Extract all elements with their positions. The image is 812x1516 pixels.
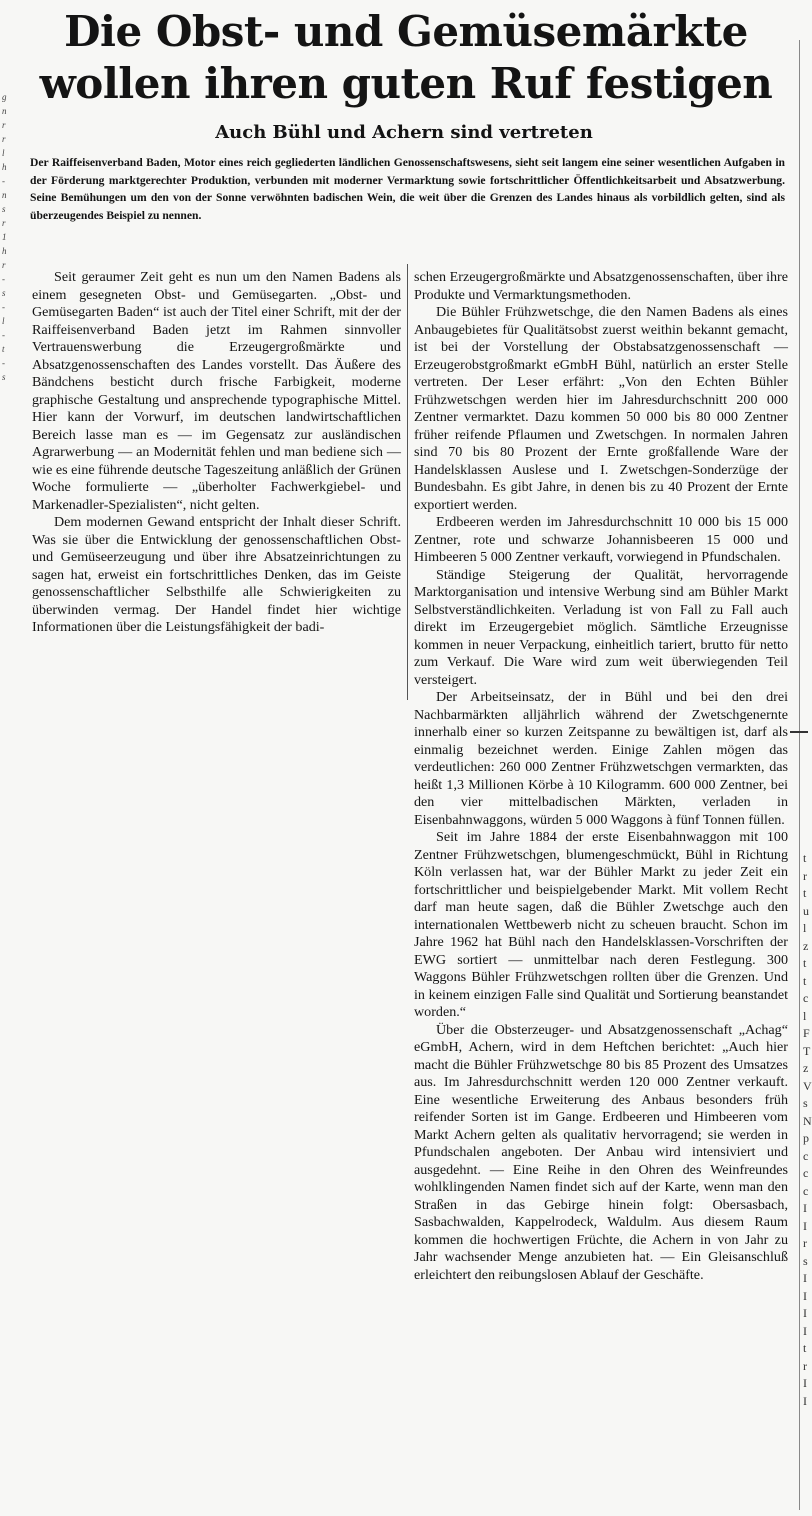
margin-char: t — [2, 344, 5, 354]
margin-char: u — [803, 903, 809, 918]
body-paragraph: Ständige Steigerung der Qualität, hervorragende Marktorganisation und intensive Werbung sind am Bühler Markt Selbstverständlichkeiten. Verladung ist von Fall zu Fall auch direkt im Erzeugergebiet möglich. Sämtliche Erzeugnisse kommen in neuer Verpackung, einheitlich tariert, brutto für netto zum Verkauf. Die Ware wird zum weit überwiegenden Teil versteigert. — [414, 566, 788, 688]
body-paragraph: schen Erzeugergroßmärkte und Absatzgenossenschaften, über ihre Produkte und Vermarktungsmethoden. — [414, 269, 788, 303]
margin-char: l — [803, 1008, 807, 1023]
article-subheadline: Auch Bühl und Achern sind vertreten — [215, 122, 593, 143]
margin-char: - — [2, 358, 5, 368]
margin-char: t — [803, 1341, 807, 1355]
body-paragraph: Dem modernen Gewand entspricht der Inhalt dieser Schrift. Was sie über die Entwicklung der genossenschaftlichen Obst- und Gemüseerzeugung und über ihre Absatzeinrichtungen zu sagen hat, erweist ein fortschrittliches Denken, das im Geiste genossenschaftlicher Selbsthilfe alle Schwierigkeiten zu überwinden vermag. Der Handel findet hier wichtige Informationen über die Leistungsfähigkeit der badi- — [32, 514, 401, 635]
margin-char: r — [2, 260, 6, 270]
margin-char: - — [2, 302, 5, 312]
margin-char: n — [2, 106, 7, 116]
body-paragraph: Erdbeeren werden im Jahresdurchschnitt 10 000 bis 15 000 Zentner, rote und schwarze Johannisbeeren 15 000 und Himbeeren 5 000 Zentner verkauft, vorwiegend in Pfundschalen. — [414, 514, 788, 565]
headline-line-2: wollen ihren guten Ruf festigen — [39, 59, 773, 108]
body-paragraph: Über die Obsterzeuger- und Absatzgenossenschaft „Achag“ eGmbH, Achern, wird in dem Heftchen berichtet: „Auch hier macht die Bühler Frühzwetschge 80 bis 85 Prozent des Umsatzes aus. Im Jahresdurchschnitt werden 120 000 Zentner verkauft. Eine wesentliche Erweiterung des Anbaus besonders früh reifender Sorten ist im Gange. Erdbeeren und Himbeeren vom Markt Achern gelten als qualitativ hervorragend; sie werden in Pfundschalen angeboten. Der Anbau wird intensiviert und ausgedehnt. — Eine Reihe in den Ohren des Weinfreundes wohlklingenden Namen findet sich auf der Karte, wenn man den Straßen in das Gebirge hinein folgt: Obersasbach, Sasbachwalden, Kappelrodeck, Waldulm. Aus diesem Raum kommen die hochwertigen Früchte, die Achern in von Jahr zu Jahr wachsender Menge anzubieten hat. — Ein Gleisanschluß erleichtert den reibungslosen Ablauf der Geschäfte. — [414, 1021, 788, 1283]
margin-char: r — [2, 218, 6, 228]
margin-char: I — [803, 1271, 807, 1285]
margin-char: s — [803, 1096, 808, 1110]
margin-char: - — [2, 176, 5, 186]
margin-char: t — [803, 851, 807, 865]
margin-char: c — [803, 1183, 809, 1198]
adjacent-column-fragment-right — [803, 850, 812, 1410]
margin-char: I — [803, 1376, 807, 1390]
margin-char: I — [803, 1323, 807, 1338]
margin-char: s — [2, 204, 6, 214]
margin-char: c — [803, 1148, 809, 1163]
column-divider — [407, 264, 408, 700]
page-edge-rule — [799, 40, 800, 1510]
margin-char: z — [803, 1061, 809, 1075]
headline-line-1: Die Obst- und Gemüsemärkte — [64, 7, 748, 56]
margin-char: h — [2, 246, 7, 256]
margin-char: l — [803, 921, 807, 935]
margin-char: 1 — [2, 232, 7, 242]
margin-char: I — [803, 1218, 807, 1233]
margin-char: z — [803, 938, 809, 953]
margin-char: I — [803, 1306, 807, 1320]
column-break-mark — [790, 731, 808, 733]
margin-char: r — [2, 120, 6, 130]
margin-char: V — [803, 1078, 812, 1093]
margin-char: N — [803, 1113, 812, 1128]
margin-char: s — [2, 288, 6, 298]
margin-char: I — [803, 1288, 807, 1303]
margin-char: h — [2, 162, 7, 172]
margin-char: I — [803, 1393, 807, 1408]
margin-char: r — [2, 134, 6, 144]
margin-char: l — [2, 148, 5, 158]
margin-char: c — [803, 1166, 809, 1180]
body-paragraph: Seit geraumer Zeit geht es nun um den Namen Badens als einem gesegneten Obst- und Gemüsegarten. „Obst- und Gemüsegarten Baden“ ist auch der Titel einer Schrift, mit der der Raiffeisenverband Baden jetzt im Rahmen sinnvoller Vertrauenswerbung die Erzeugergroßmärkte und Absatzgenossenschaften des Landes vorstellt. Das Äußere des Bändchens besticht durch frische Farbigkeit, moderne graphische Gestaltung und ansprechende typographische Mittel. Hier kann der Vorwurf, im deutschen landwirtschaftlichen Bereich lasse man es — im Gegensatz zur ausländischen Agrarwerbung — an Modernität fehlen und man bediene sich — wie es eine führende deutsche Tageszeitung anläßlich der Grünen Woche formulierte — „überholter Fachwerkgiebel- und Markenadler-Spezialisten“, nicht gelten. — [32, 269, 401, 513]
margin-char: n — [2, 190, 7, 200]
article-column-left — [32, 269, 401, 637]
margin-char: T — [803, 1043, 811, 1058]
body-paragraph: Der Arbeitseinsatz, der in Bühl und bei den drei Nachbarmärkten alljährlich während der Zwetschgenernte innerhalb einer so kurzen Zeitspanne zu bewältigen ist, darf als einmalig bezeichnet werden. Einige Zahlen mögen das verdeutlichen: 260 000 Zentner Frühzwetschgen vermarkten, das heißt 1,3 Millionen Körbe à 10 Kilogramm. 600 000 Zentner, bei den vier mittelbadischen Märkten, verladen in Eisenbahnwaggons, würden 5 000 Waggons à fünf Tonnen füllen. — [414, 689, 788, 828]
margin-char: - — [2, 274, 5, 284]
body-paragraph: Seit im Jahre 1884 der erste Eisenbahnwaggon mit 100 Zentner Frühzwetschgen, blumengeschmückt, Bühl in Richtung Köln verlassen hat, war der Bühler Markt zu jeder Zeit ein fortschrittlicher und beispielgebender Markt. Mit vollem Recht darf man heute sagen, daß die Bühler Zwetschge auch den internationalen Wettbewerb nicht zu scheuen braucht. Schon im Jahre 1962 hat Bühl nach den Handelsklassen-Vorschriften der EWG sortiert — unmittelbar nach deren Festlegung. 300 Waggons Bühler Frühzwetschgen rollten über die Grenzen. Und in keinem einzigen Falle sind Qualität und Sortierung beanstandet worden.“ — [414, 829, 788, 1020]
margin-char: I — [803, 1201, 807, 1215]
article-headline — [20, 6, 792, 110]
margin-char: l — [2, 316, 5, 326]
margin-char: s — [803, 1253, 808, 1268]
margin-char: r — [803, 1236, 807, 1250]
margin-char: p — [803, 1131, 809, 1145]
body-paragraph: Die Bühler Frühzwetschge, die den Namen Badens als eines Anbaugebietes für Qualitätsobst zuerst weithin bekannt gemacht, ist bei der Vorstellung der Obstabsatzgenossenschaft — Erzeugerobstgroßmarkt eGmbH Bühl, natürlich an erster Stelle vertreten. Der Leser erfährt: „Von den Echten Bühler Frühzwetschgen werden hier im Jahresdurchschnitt 200 000 Zentner vermarktet. Dazu kommen 50 000 bis 80 000 Zentner früher reifende Pflaumen und Zwetschgen. In normalen Jahren sind 70 bis 80 Prozent der Ernte großfallende Ware der Handelsklassen Auslese und I. Zwetschgen-Sonderzüge der Bundesbahn. Es gibt Jahre, in denen bis zu 40 Prozent der Ernte exportiert werden. — [414, 304, 788, 513]
article-lead-paragraph: Der Raiffeisenverband Baden, Motor eines reich gegliederten ländlichen Genossenschaftswesens, sieht seit langem eine seiner wesentlichen Aufgaben in der Förderung marktgerechter Produktion, verbunden mit moderner Vermarktung sowie fortschrittlicher Öffentlichkeitsarbeit und Absatzwerbung. Seine Bemühungen um den von der Sonne verwöhnten badischen Wein, die weit über die Grenzen des Landes hinaus als vorbildlich gelten, sind als überzeugendes Beispiel zu nennen. — [30, 156, 785, 222]
margin-char: s — [2, 372, 6, 382]
margin-char: t — [803, 973, 807, 988]
margin-char: t — [803, 886, 807, 900]
margin-char: r — [803, 868, 807, 883]
margin-char: F — [803, 1026, 810, 1040]
margin-char: - — [2, 330, 5, 340]
margin-char: c — [803, 991, 809, 1005]
margin-char: r — [803, 1358, 807, 1373]
margin-char: g — [2, 92, 7, 102]
margin-char: t — [803, 956, 807, 970]
article-column-right — [414, 269, 788, 1284]
